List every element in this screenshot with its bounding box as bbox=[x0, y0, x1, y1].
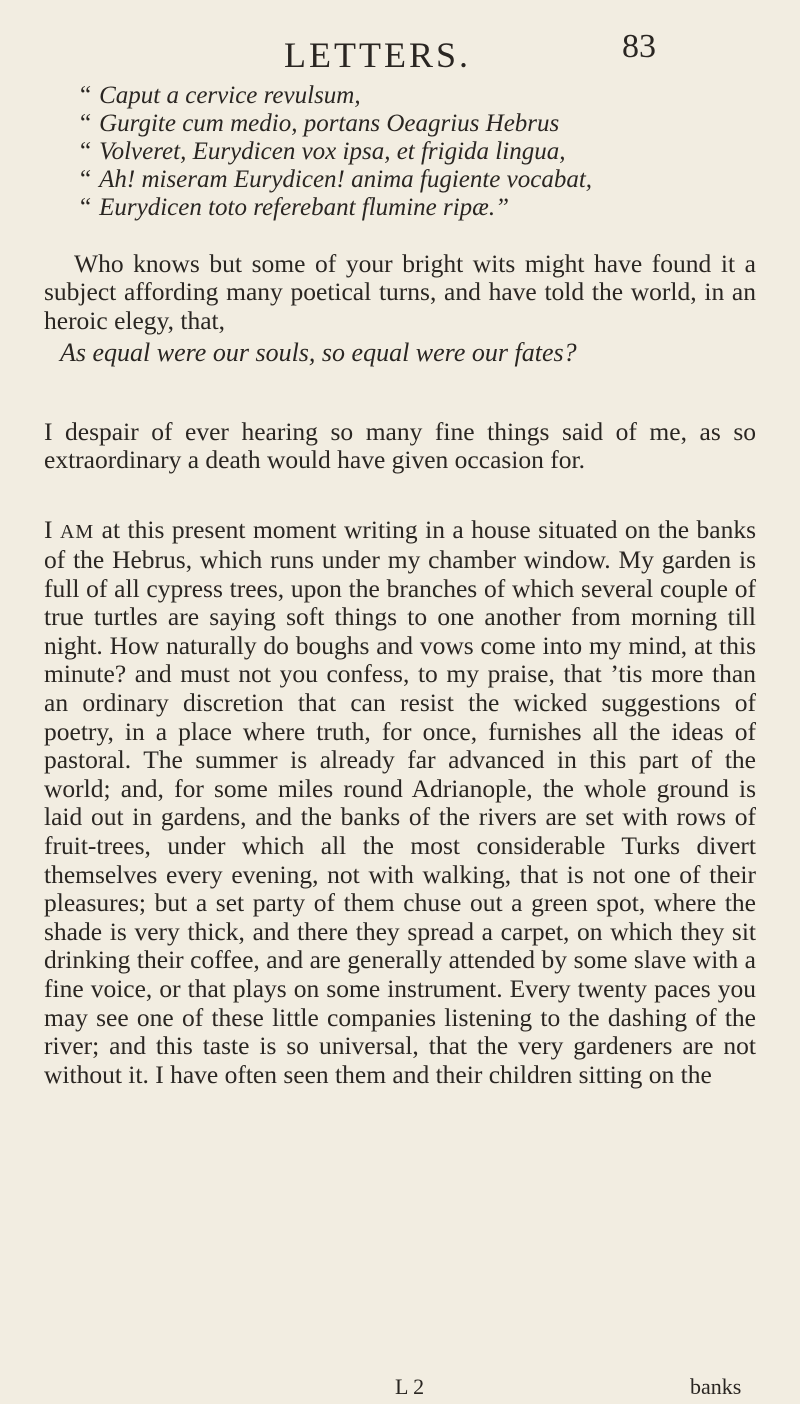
verse-line: “ Eurydicen toto referebant flumine ripæ.” bbox=[80, 194, 510, 221]
paragraph bbox=[44, 516, 756, 1090]
verse-line: “ Gurgite cum medio, portans Oeagrius Hebrus bbox=[80, 110, 560, 137]
quote-mark: “ bbox=[80, 110, 92, 137]
page-footer bbox=[0, 1374, 800, 1400]
initial-letter: I bbox=[44, 514, 53, 544]
quote-mark: “ bbox=[80, 82, 92, 109]
signature-mark: L 2 bbox=[395, 1374, 425, 1399]
paragraph: Who knows but some of your bright wits might have found it a subject affording many poetical turns, and have told the world, in an heroic elegy, that, bbox=[44, 248, 756, 335]
verse-line: “ Volveret, Eurydicen vox ipsa, et frigida lingua, bbox=[80, 138, 566, 165]
page-number: 83 bbox=[622, 28, 656, 65]
quote-mark: “ bbox=[80, 166, 92, 193]
page-header bbox=[0, 28, 800, 76]
italic-couplet: As equal were our souls, so equal were our fates? bbox=[60, 338, 577, 367]
running-head: LETTERS. bbox=[284, 35, 471, 75]
verse-line: “ Ah! miseram Eurydicen! anima fugiente vocabat, bbox=[80, 166, 593, 193]
verse-line: “ Caput a cervice revulsum, bbox=[80, 82, 361, 109]
small-caps-word: AM bbox=[59, 520, 95, 543]
paragraph-body: at this present moment writing in a house situated on the banks of the Hebrus, which runs under my chamber window. My garden is full of all cypress trees, upon the branches of which several couple of true turtles are saying soft things to one another from morning till night. How naturally do boughs and vows come into my mind, at this minute? and must not you confess, to my praise, that ’tis more than an ordinary discretion that can resist the wicked suggestions of poetry, in a place where truth, for once, furnishes all the ideas of pastoral. The summer is already far advanced in this part of the world; and, for some miles round Adrianople, the whole ground is laid out in gardens, and the banks of the rivers are set with rows of fruit-trees, under which all the most considerable Turks divert themselves every evening, not with walking, that is not one of their pleasures; but a set party of them chuse out a green spot, where the shade is very thick, and there they spread a carpet, on which they sit drinking their coffee, and are generally attended by some slave with a fine voice, or that plays on some instrument. Every twenty paces you may see one of these little companies listening to the dashing of the river; and this taste is so universal, that the very gardeners are not without it. I have often seen them and their children sitting on the bbox=[44, 514, 757, 1089]
latin-verse bbox=[80, 82, 720, 222]
catchword: banks bbox=[690, 1374, 742, 1399]
quote-mark: “ bbox=[80, 194, 92, 221]
paragraph: I despair of ever hearing so many fine things said of me, as so extraordinary a death would have given occasion for. bbox=[44, 416, 756, 475]
quote-mark: “ bbox=[80, 138, 92, 165]
